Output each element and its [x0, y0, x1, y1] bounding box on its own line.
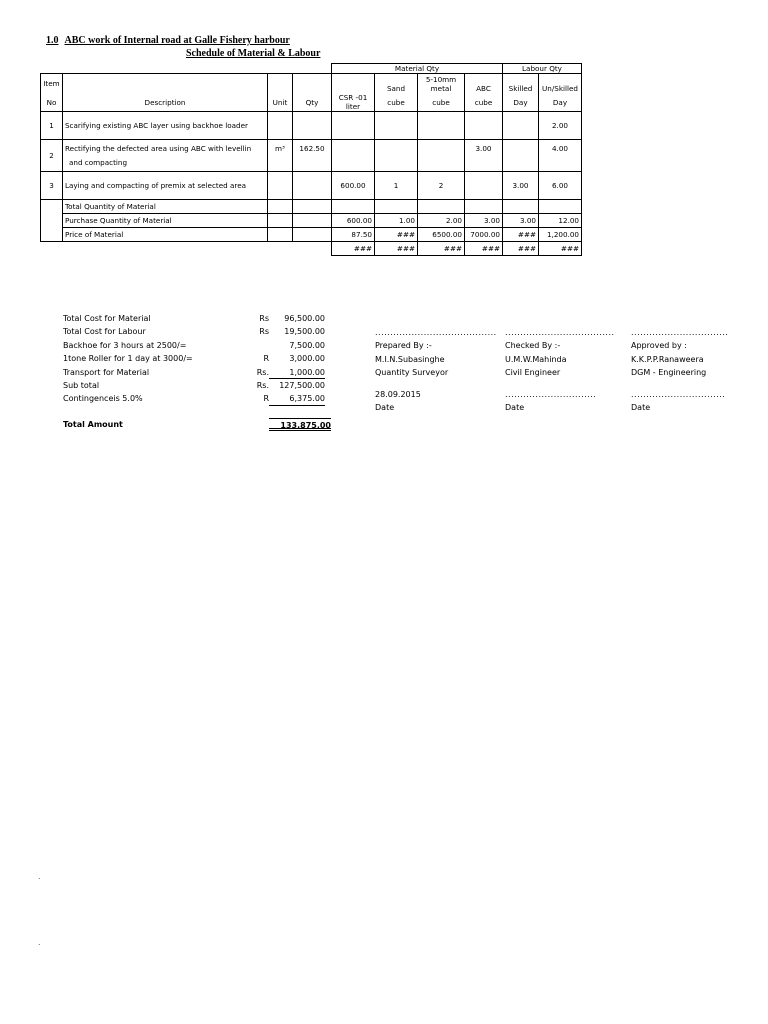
total-quantity-label: Total Quantity of Material [63, 200, 268, 214]
purchase-skilled: 3.00 [503, 214, 539, 228]
price-label: Price of Material [63, 228, 268, 242]
amount-sand: ### [375, 242, 418, 256]
stray-mark: . [38, 872, 41, 881]
col-description-header: Description [63, 93, 268, 112]
stray-mark: . [38, 938, 41, 947]
signature-line: .................................... [505, 328, 615, 337]
section-number: 1.0 [46, 35, 59, 46]
col-item-header: Item [41, 74, 63, 94]
row-metal [418, 140, 465, 172]
price-csr: 87.50 [332, 228, 375, 242]
col-metal-header: 5-10mm metal [418, 74, 465, 94]
checker-title: Civil Engineer [505, 368, 561, 378]
cost-line: Transport for Material Rs. 1,000.00 [63, 366, 331, 379]
col-qty-header: Qty [293, 93, 332, 112]
purchase-unskilled: 12.00 [539, 214, 582, 228]
row-skilled [503, 112, 539, 140]
row-description: Laying and compacting of premix at selected area [63, 172, 268, 200]
purchase-sand: 1.00 [375, 214, 418, 228]
date-line: .............................. [505, 389, 597, 399]
row-qty: 162.50 [293, 140, 332, 172]
document-subtitle: Schedule of Material & Labour [186, 48, 321, 59]
cost-summary [63, 312, 331, 431]
purchase-quantity-label: Purchase Quantity of Material [63, 214, 268, 228]
row-csr: 600.00 [332, 172, 375, 200]
row-unskilled: 6.00 [539, 172, 582, 200]
document-heading [46, 35, 296, 46]
subtotal-line: Sub total Rs. 127,500.00 [63, 380, 325, 390]
header-row-units [41, 93, 582, 112]
col-csr-header: CSR -01 liter [332, 93, 375, 112]
preparer-name: M.I.N.Subasinghe [375, 354, 445, 364]
row-sand: 1 [375, 172, 418, 200]
row-qty [293, 112, 332, 140]
price-row [41, 228, 582, 242]
table-row [41, 172, 582, 200]
preparer-title: Quantity Surveyor [375, 368, 449, 378]
total-quantity-row [41, 200, 582, 214]
approver-title: DGM - Engineering [631, 368, 707, 378]
cost-line: 1tone Roller for 1 day at 3000/= R 3,000.00 [63, 354, 325, 364]
prepared-date: 28.09.2015 [375, 389, 421, 399]
row-description: Rectifying the defected area using ABC with levellin and compacting [63, 140, 268, 172]
row-unskilled: 4.00 [539, 140, 582, 172]
schedule-table [40, 63, 582, 256]
row-csr [332, 140, 375, 172]
col-unskilled-unit: Day [539, 93, 582, 112]
amount-skilled: ### [503, 242, 539, 256]
prepared-by-block [375, 326, 497, 414]
purchase-abc: 3.00 [465, 214, 503, 228]
document-title: ABC work of Internal road at Galle Fishery harbour [64, 35, 290, 46]
row-sand [375, 112, 418, 140]
price-metal: 6500.00 [418, 228, 465, 242]
price-skilled: ### [503, 228, 539, 242]
header-row-groups [41, 64, 582, 74]
contingency-line: Contingenceis 5.0% R 6,375.00 [63, 392, 331, 405]
col-unit-header: Unit [268, 93, 293, 112]
col-no-header: No [41, 93, 63, 112]
approved-by-label: Approved by : [631, 341, 687, 351]
signature-line: ........................................ [375, 328, 497, 337]
row-csr [332, 112, 375, 140]
date-line: ............................... [631, 389, 726, 399]
row-unskilled: 2.00 [539, 112, 582, 140]
row-metal: 2 [418, 172, 465, 200]
row-sand [375, 140, 418, 172]
checked-by-block [505, 326, 615, 414]
col-sand-unit: cube [375, 93, 418, 112]
date-label: Date [505, 403, 525, 413]
amount-metal: ### [418, 242, 465, 256]
row-number: 1 [41, 112, 63, 140]
total-amount-line: Total Amount 133,875.00 [63, 419, 331, 430]
material-qty-header: Material Qty [332, 64, 503, 74]
purchase-metal: 2.00 [418, 214, 465, 228]
price-unskilled: 1,200.00 [539, 228, 582, 242]
amount-unskilled: ### [539, 242, 582, 256]
table-row [41, 112, 582, 140]
amount-row [41, 242, 582, 256]
checked-by-label: Checked By :- [505, 341, 561, 351]
cost-line: Total Cost for Material Rs 96,500.00 [63, 314, 325, 323]
amount-abc: ### [465, 242, 503, 256]
row-abc [465, 112, 503, 140]
checker-name: U.M.W.Mahinda [505, 354, 567, 364]
price-abc: 7000.00 [465, 228, 503, 242]
price-sand: ### [375, 228, 418, 242]
prepared-by-label: Prepared By :- [375, 341, 432, 351]
row-skilled [503, 140, 539, 172]
date-label: Date [631, 403, 651, 413]
row-abc [465, 172, 503, 200]
approver-name: K.K.P.P.Ranaweera [631, 354, 704, 364]
col-sand-header: Sand [375, 74, 418, 94]
date-label: Date [375, 403, 395, 413]
table-row [41, 140, 582, 172]
purchase-quantity-row [41, 214, 582, 228]
col-unskilled-header: Un/Skilled [539, 74, 582, 94]
row-description: Scarifying existing ABC layer using backhoe loader [63, 112, 268, 140]
row-skilled: 3.00 [503, 172, 539, 200]
row-unit [268, 172, 293, 200]
col-skilled-unit: Day [503, 93, 539, 112]
purchase-csr: 600.00 [332, 214, 375, 228]
row-abc: 3.00 [465, 140, 503, 172]
header-row-columns [41, 74, 582, 94]
row-metal [418, 112, 465, 140]
row-unit: m³ [268, 140, 293, 172]
row-qty [293, 172, 332, 200]
row-number: 2 [41, 140, 63, 172]
row-number: 3 [41, 172, 63, 200]
col-abc-header: ABC [465, 74, 503, 94]
row-unit [268, 112, 293, 140]
col-metal-unit: cube [418, 93, 465, 112]
cost-line: Total Cost for Labour Rs 19,500.00 [63, 327, 325, 337]
labour-qty-header: Labour Qty [503, 64, 582, 74]
approved-by-block [631, 326, 728, 414]
col-abc-unit: cube [465, 93, 503, 112]
cost-line: Backhoe for 3 hours at 2500/= 7,500.00 [63, 340, 325, 350]
amount-csr: ### [332, 242, 375, 256]
signature-line: ................................ [631, 328, 729, 337]
col-skilled-header: Skilled [503, 74, 539, 94]
